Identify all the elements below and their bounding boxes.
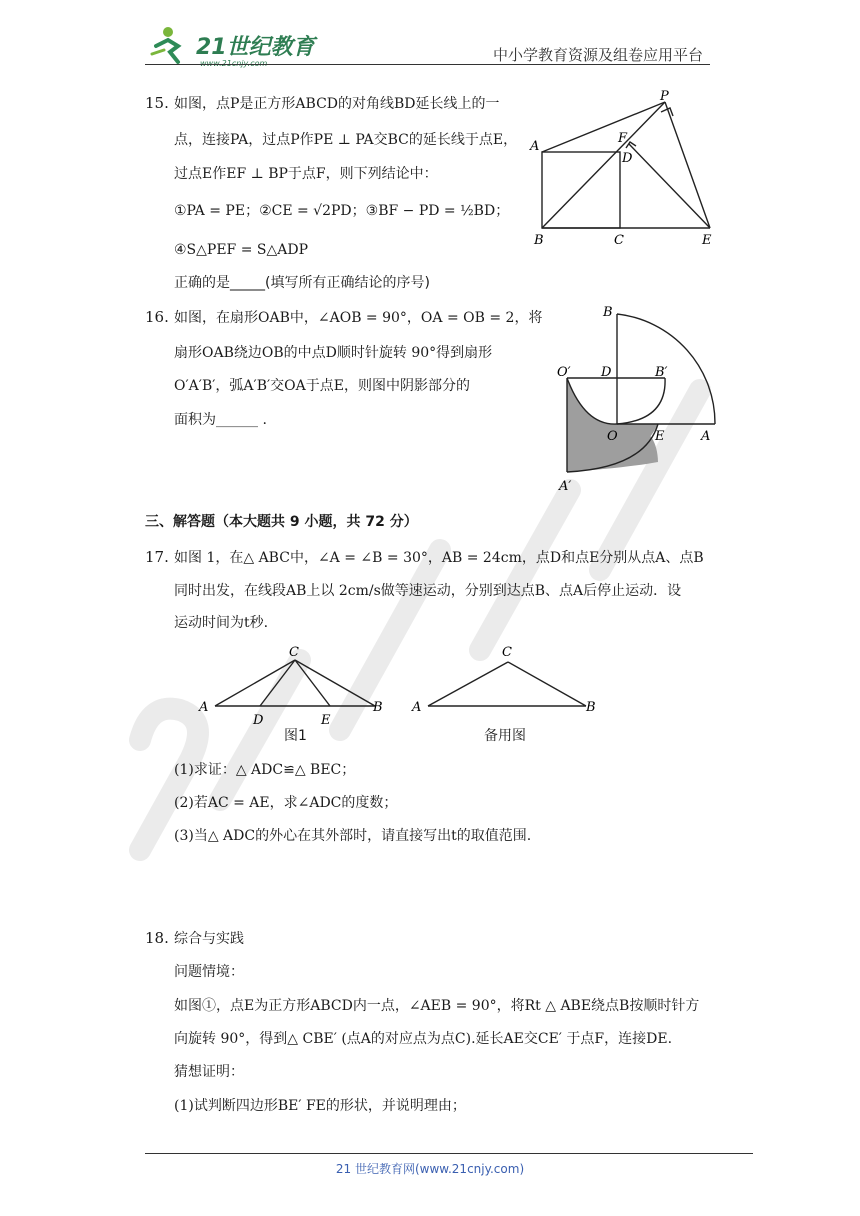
q18-line3: 如图①，点E为正方形ABCD内一点，∠AEB = 90°，将Rt △ ABE绕点B按顺时针方 <box>174 998 700 1014</box>
svg-text:D: D <box>253 713 264 725</box>
q17-line2: 同时出发，在线段AB上以 2cm/s做等速运动，分别到达点B、点A后停止运动．设 <box>174 583 682 599</box>
svg-text:C: C <box>502 645 512 660</box>
q17-part1: (1)求证：△ ADC≌△ BEC； <box>174 762 356 778</box>
footer-link[interactable]: 21 世纪教育网(www.21cnjy.com) <box>335 1162 525 1176</box>
q17-part2: (2)若AC = AE，求∠ADC的度数； <box>174 795 398 811</box>
q15-line3: 过点E作EF ⊥ BP于点F，则下列结论中： <box>174 166 438 182</box>
svg-text:21世纪教育: 21世纪教育 <box>196 35 315 60</box>
q16-line4: 面积为______ . <box>174 412 267 428</box>
q17-line3: 运动时间为t秒. <box>174 615 269 631</box>
q16-number: 16. <box>145 308 169 326</box>
q15-number: 15. <box>145 94 169 112</box>
svg-text:F: F <box>618 131 628 146</box>
q16-line2: 扇形OAB绕边OB的中点D顺时针旋转 90°得到扇形 <box>174 345 493 361</box>
svg-text:D: D <box>601 365 612 380</box>
svg-text:E: E <box>702 233 712 248</box>
svg-text:E: E <box>321 713 331 725</box>
q18-line6: (1)试判断四边形BE′ FE的形状，并说明理由； <box>174 1098 466 1114</box>
svg-text:B: B <box>373 700 383 715</box>
q15-line5: ④S△PEF = S△ADP <box>174 242 309 258</box>
svg-text:O: O <box>607 429 618 444</box>
q18-line4: 向旋转 90°，得到△ CBE′ (点A的对应点为点C).延长AE交CE′ 于点F，连接DE. <box>174 1031 673 1047</box>
footer-divider <box>145 1153 753 1154</box>
svg-text:D: D <box>622 151 633 166</box>
q18-number: 18. <box>145 929 169 947</box>
q15-line4: ①PA = PE；②CE = √2PD；③BF − PD = ½BD； <box>174 203 510 219</box>
q18-line1: 综合与实践 <box>174 931 244 947</box>
q15-line1: 如图，点P是正方形ABCD的对角线BD延长线上的一 <box>174 96 500 112</box>
q17-number: 17. <box>145 548 169 566</box>
svg-text:A: A <box>701 429 711 444</box>
svg-text:B: B <box>534 233 544 248</box>
svg-text:P: P <box>660 89 669 104</box>
q16-figure <box>555 300 730 495</box>
q17-figure1 <box>195 640 395 725</box>
svg-text:A: A <box>199 700 209 715</box>
runner-icon <box>152 27 178 62</box>
svg-text:B′: B′ <box>655 365 668 380</box>
svg-text:C: C <box>289 645 299 660</box>
svg-text:A: A <box>530 139 540 154</box>
svg-text:A: A <box>412 700 422 715</box>
header-platform-text: 中小学教育资源及组卷应用平台 <box>493 46 704 64</box>
q17-fig2-caption: 备用图 <box>484 728 526 744</box>
q15-line6: 正确的是_____(填写所有正确结论的序号) <box>174 275 430 291</box>
svg-text:C: C <box>614 233 624 248</box>
svg-text:B: B <box>586 700 596 715</box>
header-divider <box>145 64 710 65</box>
q17-figure2 <box>408 640 608 725</box>
svg-text:A′: A′ <box>559 479 572 494</box>
q17-line1: 如图 1，在△ ABC中，∠A = ∠B = 30°，AB = 24cm，点D和点E分别从点A、点B <box>174 550 704 566</box>
svg-text:O′: O′ <box>557 365 571 380</box>
q18-line2: 问题情境： <box>174 964 244 980</box>
q17-part3: (3)当△ ADC的外心在其外部时，请直接写出t的取值范围. <box>174 828 532 844</box>
q16-line1: 如图，在扇形OAB中，∠AOB = 90°，OA = OB = 2，将 <box>174 310 543 326</box>
section-title: 三、解答题（本大题共 9 小题，共 72 分） <box>145 514 418 530</box>
q17-fig1-caption: 图1 <box>284 728 307 744</box>
svg-text:B: B <box>603 305 613 320</box>
svg-text:E: E <box>655 429 665 444</box>
q18-line5: 猜想证明： <box>174 1064 244 1080</box>
q15-figure <box>528 86 718 248</box>
q15-line2: 点，连接PA，过点P作PE ⊥ PA交BC的延长线于点E， <box>174 132 518 148</box>
q16-line3: O′A′B′，弧A′B′交OA于点E，则图中阴影部分的 <box>174 378 470 394</box>
